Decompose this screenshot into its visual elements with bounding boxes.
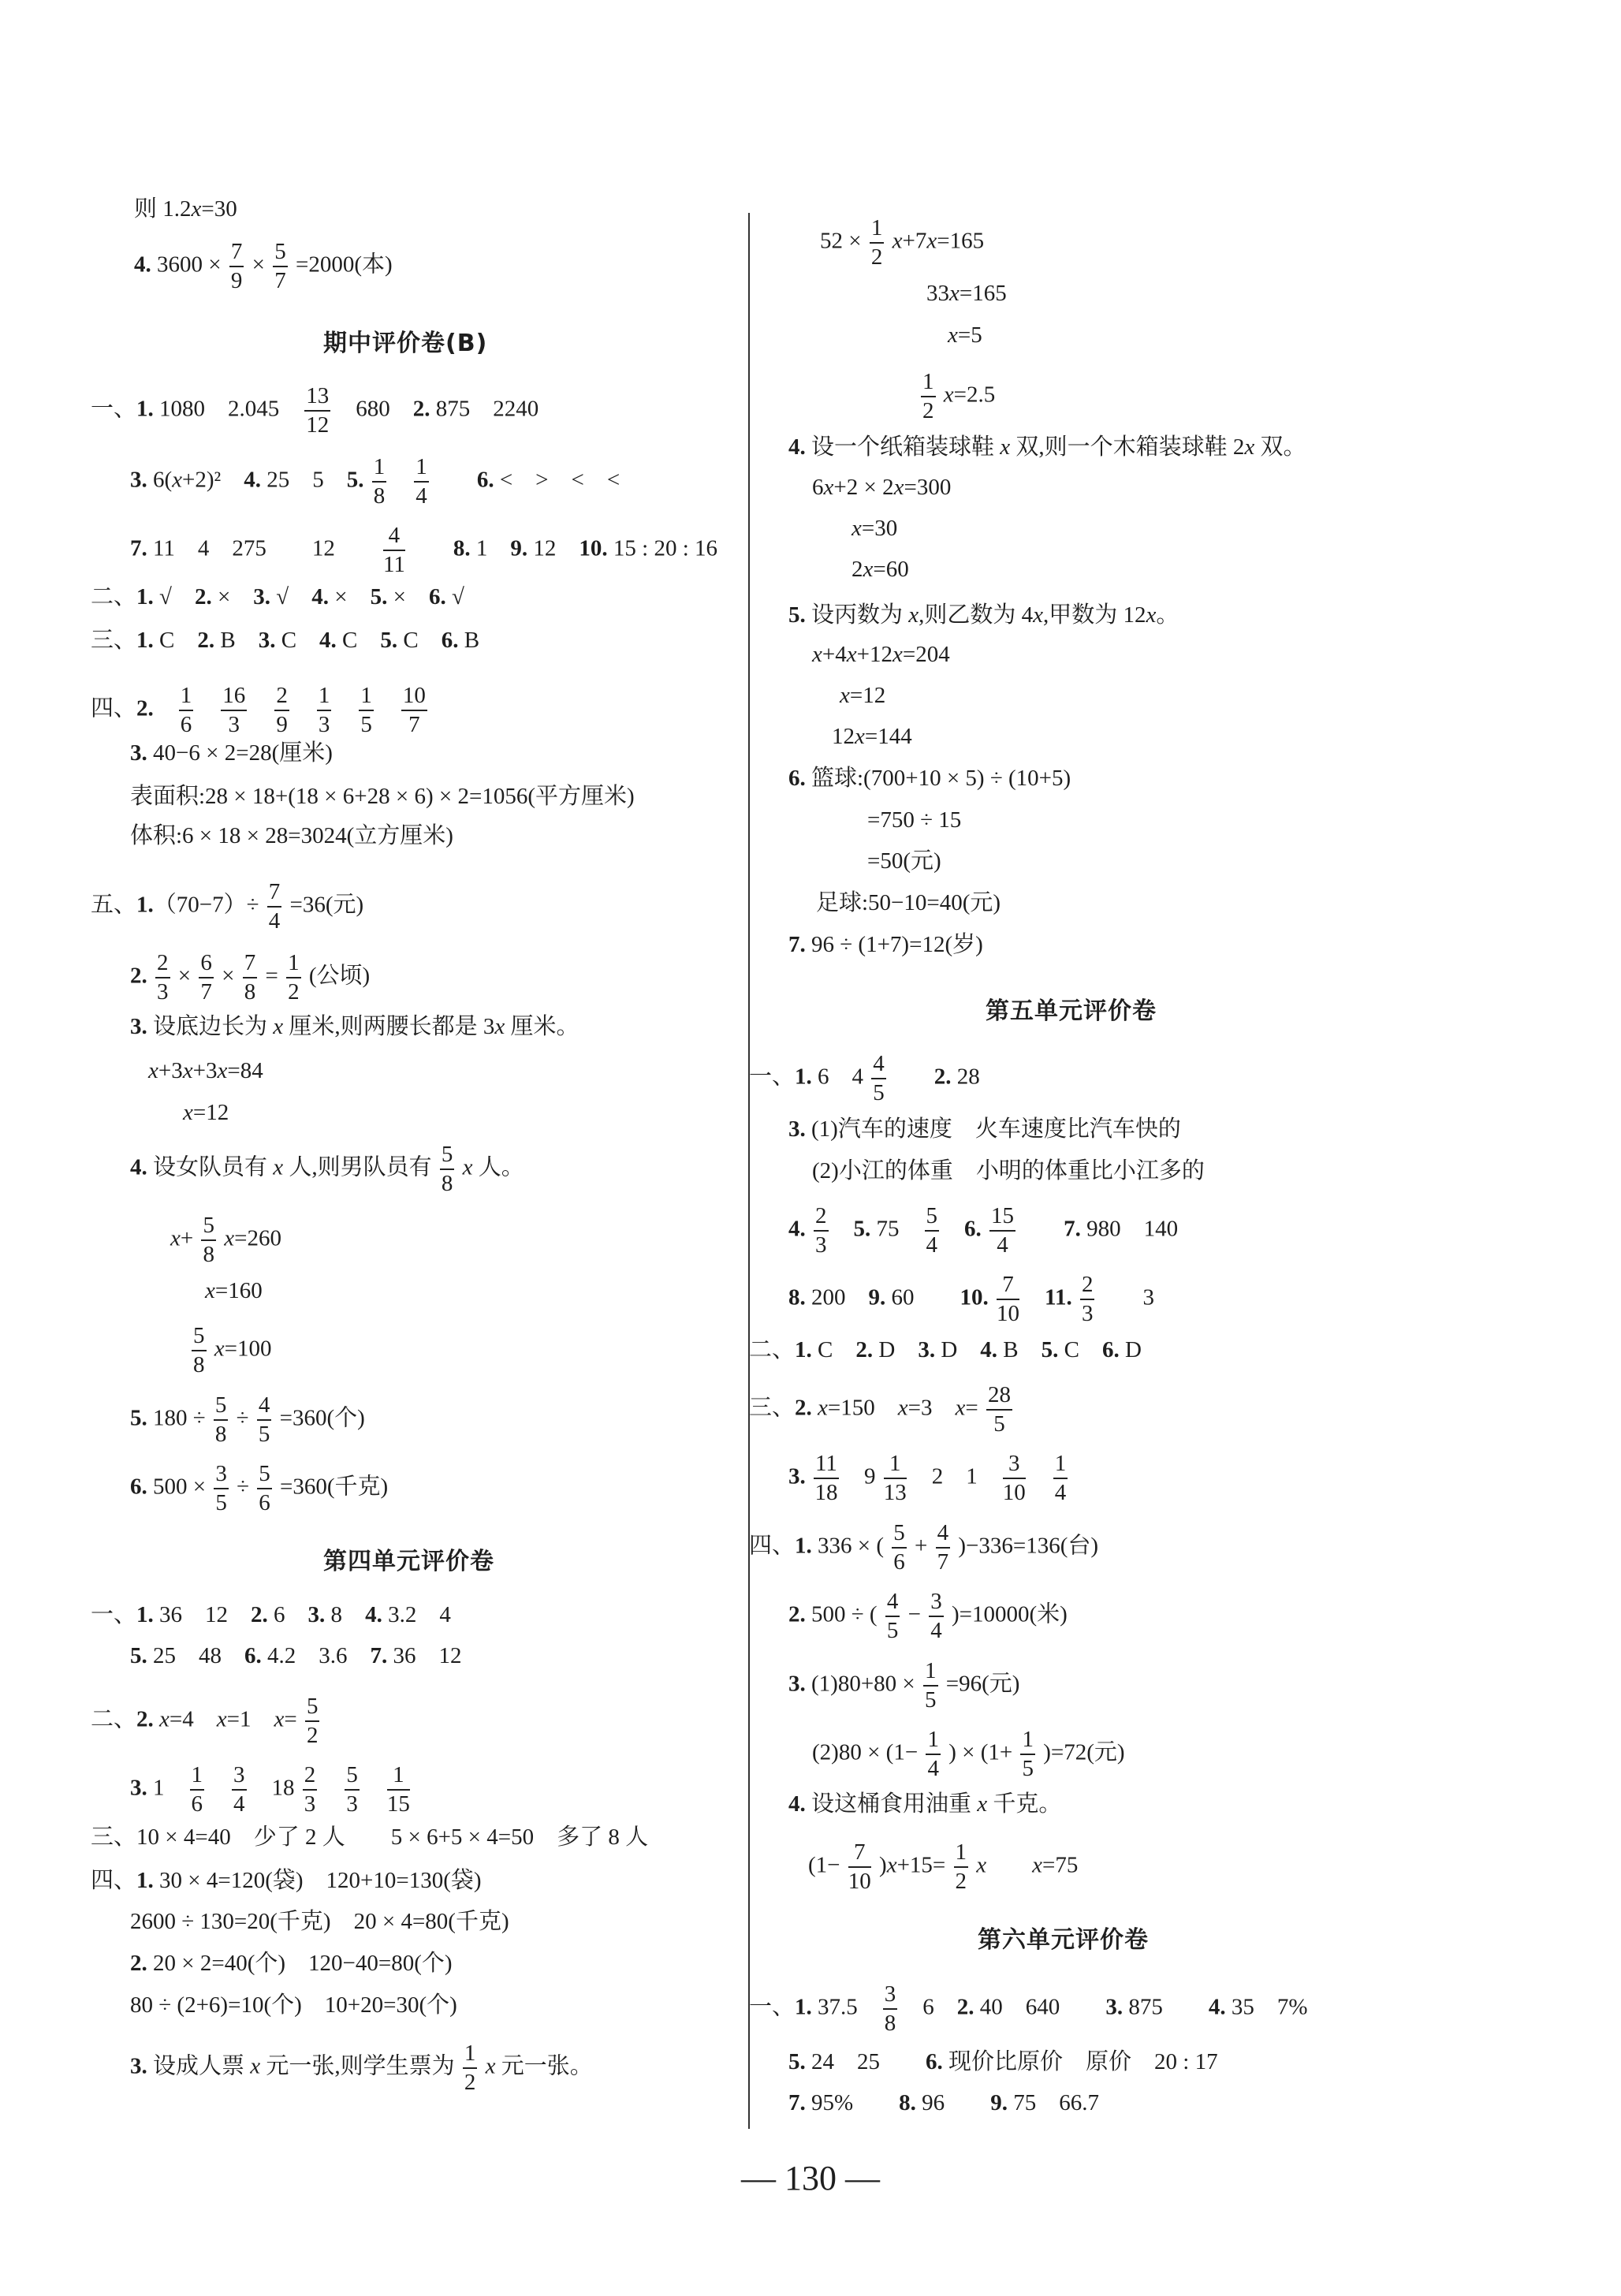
fraction: $\frac{28}{5}$ <box>987 1382 1011 1437</box>
answer-line: 4. 3600 × $\frac{7}{9}$ × $\frac{5}{7}$ =2000(本) <box>134 239 393 293</box>
answer-line: 二、2. x=4 x=1 x= $\frac{5}{2}$ <box>91 1694 319 1748</box>
fraction: $\frac{6}{7}$ <box>200 950 212 1004</box>
fraction: $\frac{7}{9}$ <box>230 239 243 293</box>
fraction: $\frac{1}{6}$ <box>191 1762 203 1817</box>
fraction: $\frac{5}{8}$ <box>441 1142 453 1196</box>
answer-line: 体积:6 × 18 × 28=3024(立方厘米) <box>130 823 453 848</box>
answer-line: x=12 <box>840 683 886 708</box>
answer-line: 表面积:28 × 18+(18 × 6+28 × 6) × 2=1056(平方厘米) <box>130 784 635 809</box>
fraction: $\frac{1}{2}$ <box>464 2041 476 2095</box>
answer-line: 则 1.2x=30 <box>134 196 237 222</box>
answer-line: x+3x+3x=84 <box>148 1058 263 1083</box>
answer-line: 3. (1)汽车的速度 火车速度比汽车快的 <box>788 1116 1181 1142</box>
fraction: $\frac{1}{2}$ <box>955 1839 967 1894</box>
section-heading: 期中评价卷(B) <box>323 330 488 357</box>
answer-line: (2)小江的体重 小明的体重比小江多的 <box>812 1158 1205 1183</box>
answer-line: 三、2. x=150 x=3 x= $\frac{28}{5}$ <box>749 1382 1011 1437</box>
answer-line: 5. 25 48 6. 4.2 3.6 7. 36 12 <box>130 1643 462 1668</box>
answer-line: 3. 1 $\frac{1}{6}$ $\frac{3}{4}$ 18 $\frac{2}{3}$ $\frac{5}{3}$ $\frac{1}{15}$ <box>130 1762 410 1817</box>
fraction: $\frac{1}{13}$ <box>883 1451 907 1505</box>
fraction: $\frac{7}{10}$ <box>848 1839 871 1894</box>
fraction: $\frac{1}{15}$ <box>386 1762 410 1817</box>
answer-line: $\frac{1}{2}$ x=2.5 <box>922 369 996 423</box>
fraction: $\frac{5}{6}$ <box>893 1520 905 1575</box>
answer-line: 7. 96 ÷ (1+7)=12(岁) <box>788 932 983 957</box>
fraction: $\frac{3}{4}$ <box>233 1762 245 1817</box>
answer-line: 33x=165 <box>926 281 1007 306</box>
answer-line: 一、1. 36 12 2. 6 3. 8 4. 3.2 4 <box>91 1602 451 1627</box>
answer-line: 2. 500 ÷ ( $\frac{4}{5}$ − $\frac{3}{4}$ )=10000(米) <box>788 1589 1068 1643</box>
answer-line: x=5 <box>948 322 982 348</box>
answer-line: 5. 24 25 6. 现价比原价 原价 20 : 17 <box>788 2049 1218 2074</box>
answer-line: 3. 40−6 × 2=28(厘米) <box>130 740 333 766</box>
fraction: $\frac{7}{8}$ <box>244 950 256 1004</box>
answer-line: 6. 篮球:(700+10 × 5) ÷ (10+5) <box>788 766 1071 791</box>
fraction: $\frac{3}{8}$ <box>884 1981 896 2036</box>
fraction: $\frac{1}{5}$ <box>1022 1727 1034 1781</box>
fraction: $\frac{5}{4}$ <box>926 1203 938 1258</box>
answer-line: 3. $\frac{11}{18}$ 9 $\frac{1}{13}$ 2 1 $\frac{3}{10}$ $\frac{1}{4}$ <box>788 1451 1067 1505</box>
answer-line: =750 ÷ 15 <box>867 807 962 833</box>
answer-line: =50(元) <box>867 848 941 874</box>
fraction: $\frac{16}{3}$ <box>222 683 246 737</box>
answer-line: 3. 设底边长为 x 厘米,则两腰长都是 3x 厘米。 <box>130 1014 579 1039</box>
fraction: $\frac{1}{2}$ <box>922 369 934 423</box>
fraction: $\frac{7}{10}$ <box>997 1272 1020 1326</box>
answer-line: 三、10 × 4=40 少了 2 人 5 × 6+5 × 4=50 多了 8 人 <box>91 1824 649 1850</box>
fraction: $\frac{1}{3}$ <box>318 683 330 737</box>
fraction: $\frac{7}{4}$ <box>268 879 281 934</box>
fraction: $\frac{5}{8}$ <box>214 1392 227 1447</box>
answer-line: 一、1. 37.5 $\frac{3}{8}$ 6 2. 40 640 3. 875 4. 35 7% <box>749 1981 1308 2036</box>
fraction: $\frac{5}{7}$ <box>274 239 286 293</box>
fraction: $\frac{1}{2}$ <box>288 950 300 1004</box>
fraction: $\frac{2}{9}$ <box>276 683 288 737</box>
answer-line: 52 × $\frac{1}{2}$ x+7x=165 <box>820 215 985 270</box>
fraction: $\frac{5}{6}$ <box>259 1461 270 1515</box>
fraction: $\frac{3}{5}$ <box>215 1461 227 1515</box>
fraction: $\frac{4}{11}$ <box>382 523 405 577</box>
answer-line: 四、1. 336 × ( $\frac{5}{6}$ + $\frac{4}{7}$ )−336=136(台) <box>749 1520 1099 1575</box>
answer-line: 2x=60 <box>851 557 909 582</box>
answer-line: 12x=144 <box>832 724 912 749</box>
answer-line: x=12 <box>183 1100 229 1125</box>
answer-line: 80 ÷ (2+6)=10(个) 10+20=30(个) <box>130 1992 457 2018</box>
fraction: $\frac{1}{4}$ <box>1054 1451 1067 1505</box>
fraction: $\frac{4}{5}$ <box>258 1392 270 1447</box>
answer-line: 6. 500 × $\frac{3}{5}$ ÷ $\frac{5}{6}$ =360(千克) <box>130 1461 389 1515</box>
fraction: $\frac{1}{5}$ <box>360 683 372 737</box>
answer-line: x+4x+12x=204 <box>812 642 950 667</box>
answer-line: 四、2. $\frac{1}{6}$ $\frac{16}{3}$ $\frac{2}{9}$ $\frac{1}{3}$ $\frac{1}{5}$ $\frac{10}{7}$ <box>91 683 426 737</box>
answer-line: 6x+2 × 2x=300 <box>812 475 952 500</box>
section-heading: 第四单元评价卷 <box>323 1548 494 1575</box>
answer-line: 2. 20 × 2=40(个) 120−40=80(个) <box>130 1951 453 1976</box>
answer-line: 7. 11 4 275 12 $\frac{4}{11}$ 8. 1 9. 12 10. 15 : 20 : 16 <box>130 523 718 577</box>
fraction: $\frac{15}{4}$ <box>991 1203 1015 1258</box>
answer-line: x+ $\frac{5}{8}$ x=260 <box>170 1213 281 1267</box>
answer-line: x=160 <box>205 1278 263 1303</box>
fraction: $\frac{5}{8}$ <box>193 1323 205 1377</box>
answer-line: 五、1.（70−7）÷ $\frac{7}{4}$ =36(元) <box>91 879 364 934</box>
answer-line: 足球:50−10=40(元) <box>816 890 1001 915</box>
answer-line: 2600 ÷ 130=20(千克) 20 × 4=80(千克) <box>130 1909 509 1934</box>
fraction: $\frac{4}{5}$ <box>873 1051 885 1105</box>
fraction: $\frac{3}{10}$ <box>1002 1451 1026 1505</box>
page-number: — 130 — <box>741 2159 880 2197</box>
answer-line: 4. 设一个纸箱装球鞋 x 双,则一个木箱装球鞋 2x 双。 <box>788 434 1306 460</box>
answer-line: 5. 180 ÷ $\frac{5}{8}$ ÷ $\frac{4}{5}$ =360(个) <box>130 1392 365 1447</box>
answer-line: 5. 设丙数为 x,则乙数为 4x,甲数为 12x。 <box>788 602 1179 628</box>
answer-line: 4. $\frac{2}{3}$ 5. 75 $\frac{5}{4}$ 6. $\frac{15}{4}$ 7. 980 140 <box>788 1203 1179 1258</box>
answer-line: 2. $\frac{2}{3}$ × $\frac{6}{7}$ × $\frac{7}{8}$ = $\frac{1}{2}$ (公顷) <box>130 950 371 1004</box>
fraction: $\frac{1}{6}$ <box>180 683 192 737</box>
answer-line: 一、1. 6 4 $\frac{4}{5}$ 2. 28 <box>749 1051 980 1105</box>
answer-line: 二、1. √ 2. × 3. √ 4. × 5. × 6. √ <box>91 584 464 609</box>
fraction: $\frac{4}{5}$ <box>886 1589 899 1643</box>
answer-line: 4. 设女队员有 x 人,则男队员有 $\frac{5}{8}$ x 人。 <box>130 1142 524 1196</box>
answer-line: $\frac{5}{8}$ x=100 <box>193 1323 272 1377</box>
fraction: $\frac{2}{3}$ <box>1081 1272 1094 1326</box>
column-divider <box>748 213 750 2129</box>
fraction: $\frac{2}{3}$ <box>304 1762 316 1817</box>
fraction: $\frac{5}{8}$ <box>203 1213 214 1267</box>
answer-line: 3. 6(x+2)² 4. 25 5 5. $\frac{1}{8}$ $\frac{1}{4}$ 6. < > < < <box>130 454 620 509</box>
fraction: $\frac{1}{4}$ <box>415 454 427 509</box>
answer-line: 三、1. C 2. B 3. C 4. C 5. C 6. B <box>91 628 480 653</box>
fraction: $\frac{1}{5}$ <box>925 1658 937 1713</box>
fraction: $\frac{1}{4}$ <box>927 1727 939 1781</box>
answer-line: 二、1. C 2. D 3. D 4. B 5. C 6. D <box>749 1337 1142 1362</box>
fraction: $\frac{11}{18}$ <box>814 1451 838 1505</box>
answer-line: 四、1. 30 × 4=120(袋) 120+10=130(袋) <box>91 1868 482 1893</box>
answer-line: x=30 <box>851 516 898 541</box>
section-heading: 第五单元评价卷 <box>986 997 1157 1025</box>
answer-line: 8. 200 9. 60 10. $\frac{7}{10}$ 11. $\frac{2}{3}$ 3 <box>788 1272 1154 1326</box>
fraction: $\frac{1}{8}$ <box>373 454 386 509</box>
fraction: $\frac{13}{12}$ <box>306 383 330 438</box>
answer-line: 4. 设这桶食用油重 x 千克。 <box>788 1791 1062 1817</box>
fraction: $\frac{3}{4}$ <box>930 1589 942 1643</box>
answer-line: 7. 95% 8. 96 9. 75 66.7 <box>788 2090 1099 2115</box>
fraction: $\frac{2}{3}$ <box>157 950 169 1004</box>
answer-line: 3. 设成人票 x 元一张,则学生票为 $\frac{1}{2}$ x 元一张。 <box>130 2041 593 2095</box>
answer-line: 3. (1)80+80 × $\frac{1}{5}$ =96(元) <box>788 1658 1020 1713</box>
fraction: $\frac{4}{7}$ <box>937 1520 949 1575</box>
fraction: $\frac{5}{3}$ <box>346 1762 358 1817</box>
answer-line: 一、1. 1080 2.045 $\frac{13}{12}$ 680 2. 875 2240 <box>91 383 539 438</box>
fraction: $\frac{10}{7}$ <box>402 683 426 737</box>
answer-line: (2)80 × (1− $\frac{1}{4}$ ) × (1+ $\frac{1}{5}$ )=72(元) <box>812 1727 1125 1781</box>
fraction: $\frac{2}{3}$ <box>815 1203 827 1258</box>
fraction: $\frac{1}{2}$ <box>870 215 883 270</box>
answer-line: (1− $\frac{7}{10}$ )x+15= $\frac{1}{2}$ x x=75 <box>808 1839 1079 1894</box>
section-heading: 第六单元评价卷 <box>978 1926 1149 1954</box>
fraction: $\frac{5}{2}$ <box>306 1694 319 1748</box>
